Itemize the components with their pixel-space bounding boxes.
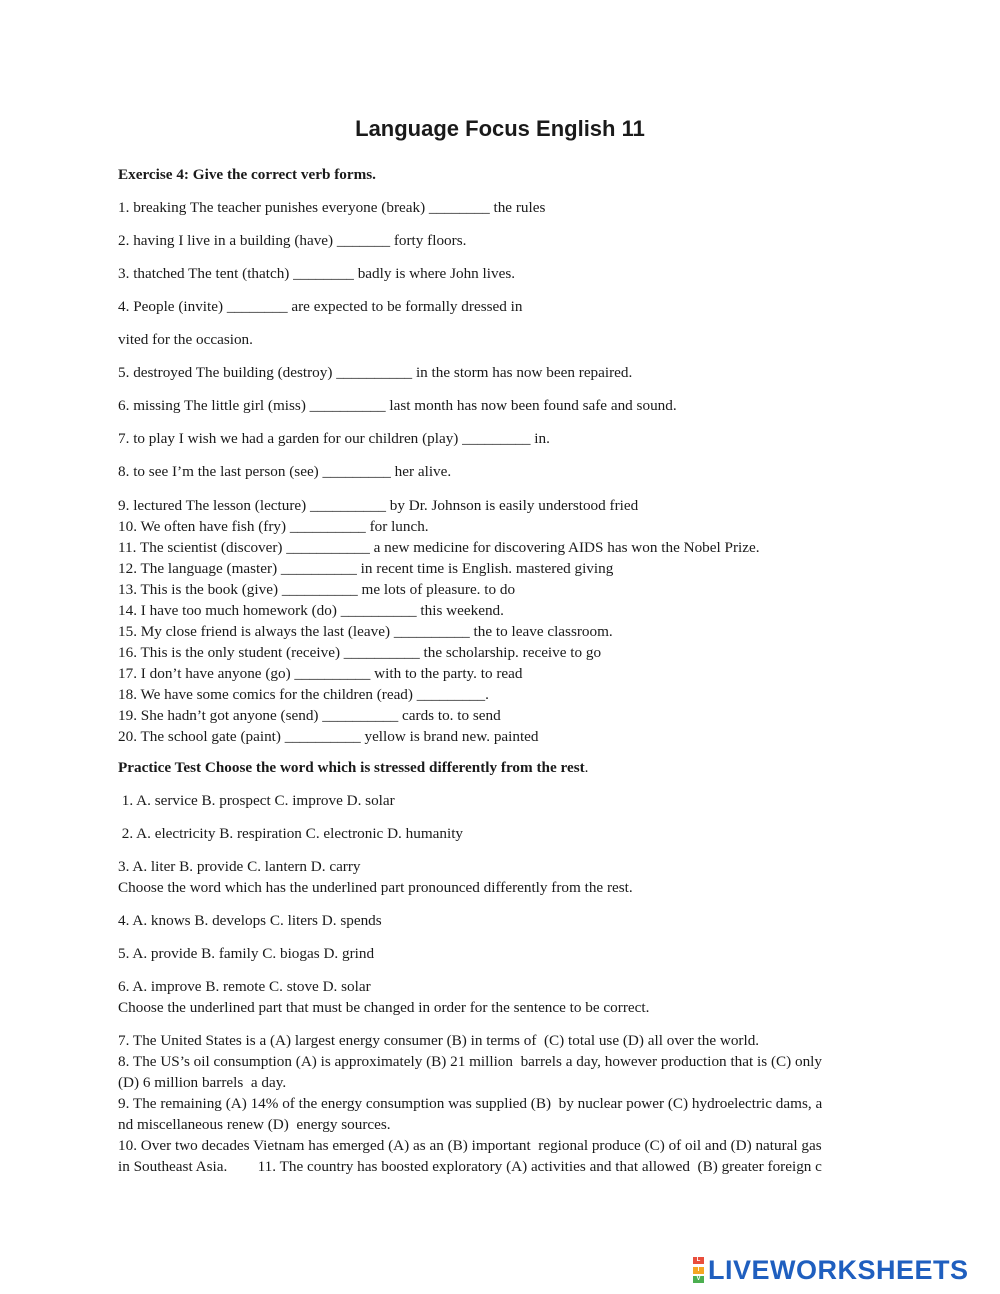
- list-item: 7. to play I wish we had a garden for our children (play) _________ in.: [118, 430, 550, 447]
- list-item: vited for the occasion.: [118, 331, 253, 348]
- question-item: (D) 6 million barrels a day.: [118, 1074, 287, 1091]
- practice-q2: [118, 823, 888, 844]
- practice-q1: [118, 790, 888, 811]
- list-item: 11. The scientist (discover) ___________ a new medicine for discovering AIDS has won the Nobel Prize.: [118, 539, 760, 556]
- list-item: 9. lectured The lesson (lecture) __________ by Dr. Johnson is easily understood fried: [118, 497, 639, 514]
- page-title: Language Focus English 11: [355, 116, 645, 141]
- list-item: 6. missing The little girl (miss) __________ last month has now been found safe and sound.: [118, 397, 677, 414]
- exercise-items-tight: [118, 495, 888, 747]
- list-item: 5. destroyed The building (destroy) __________ in the storm has now been repaired.: [118, 364, 633, 381]
- list-item: 2. having I live in a building (have) _______ forty floors.: [118, 232, 467, 249]
- exercise-4: [118, 164, 888, 185]
- question-item: 9. The remaining (A) 14% of the energy consumption was supplied (B) by nuclear power (C) hydroelectric dams, a: [118, 1095, 823, 1112]
- logo-mark-letter: V: [693, 1276, 704, 1283]
- logo-mark-icon: [693, 1257, 704, 1283]
- logo-mark-letter: L: [693, 1257, 704, 1264]
- practice-q4: [118, 910, 888, 931]
- exercise-heading: Exercise 4: Give the correct verb forms.: [118, 166, 376, 183]
- list-item: 1. breaking The teacher punishes everyone (break) ________ the rules: [118, 199, 546, 216]
- instruction-line: Choose the word which has the underlined part pronounced differently from the rest.: [118, 879, 633, 896]
- liveworksheets-logo: [693, 1253, 969, 1287]
- practice-q3-block: [118, 856, 888, 898]
- exercise-items: [118, 197, 888, 482]
- practice-heading-tail: .: [584, 759, 589, 776]
- question-item: 5. A. provide B. family C. biogas D. grind: [118, 945, 375, 962]
- list-item: 8. to see I’m the last person (see) _________ her alive.: [118, 463, 452, 480]
- instruction-line: Choose the underlined part that must be changed in order for the sentence to be correct.: [118, 999, 650, 1016]
- question-item: 1. A. service B. prospect C. improve D. solar: [118, 792, 395, 809]
- question-item: nd miscellaneous renew (D) energy sources.: [118, 1116, 391, 1133]
- practice-heading-bold: Practice Test Choose the word which is stressed differently from the rest: [118, 759, 585, 776]
- list-item: 12. The language (master) __________ in recent time is English. mastered giving: [118, 560, 614, 577]
- question-item: 3. A. liter B. provide C. lantern D. carry: [118, 858, 361, 875]
- logo-mark-letter: I: [693, 1267, 704, 1274]
- list-item: 20. The school gate (paint) __________ yellow is brand new. painted: [118, 728, 539, 745]
- list-item: 17. I don’t have anyone (go) __________ with to the party. to read: [118, 665, 523, 682]
- question-item: 6. A. improve B. remote C. stove D. solar: [118, 978, 371, 995]
- list-item: 13. This is the book (give) __________ me lots of pleasure. to do: [118, 581, 516, 598]
- question-item: 10. Over two decades Vietnam has emerged (A) as an (B) important regional produce (C) of oil and (D) natural gas: [118, 1137, 822, 1154]
- list-item: 10. We often have fish (fry) __________ for lunch.: [118, 518, 429, 535]
- practice-q5: [118, 943, 888, 964]
- practice-heading: [118, 757, 888, 778]
- list-item: 14. I have too much homework (do) __________ this weekend.: [118, 602, 504, 619]
- list-item: 3. thatched The tent (thatch) ________ badly is where John lives.: [118, 265, 516, 282]
- list-item: 19. She hadn’t got anyone (send) __________ cards to. to send: [118, 707, 501, 724]
- practice-q6-block: [118, 976, 888, 1018]
- practice-test: [118, 757, 888, 778]
- question-item: 7. The United States is a (A) largest energy consumer (B) in terms of (C) total use (D) all over the world.: [118, 1032, 760, 1049]
- question-item: 8. The US’s oil consumption (A) is approximately (B) 21 million barrels a day, however production that is (C) only: [118, 1053, 822, 1070]
- question-item: 2. A. electricity B. respiration C. electronic D. humanity: [118, 825, 464, 842]
- question-item: in Southeast Asia. 11. The country has boosted exploratory (A) activities and that allowed (B) greater foreign c: [118, 1158, 822, 1175]
- list-item: 18. We have some comics for the children (read) _________.: [118, 686, 489, 703]
- list-item: 16. This is the only student (receive) __________ the scholarship. receive to go: [118, 644, 602, 661]
- logo-text: LIVEWORKSHEETS: [708, 1254, 969, 1285]
- list-item: 4. People (invite) ________ are expected to be formally dressed in: [118, 298, 523, 315]
- list-item: 15. My close friend is always the last (leave) __________ the to leave classroom.: [118, 623, 613, 640]
- question-item: 4. A. knows B. develops C. liters D. spends: [118, 912, 382, 929]
- practice-final-block: [118, 1030, 888, 1177]
